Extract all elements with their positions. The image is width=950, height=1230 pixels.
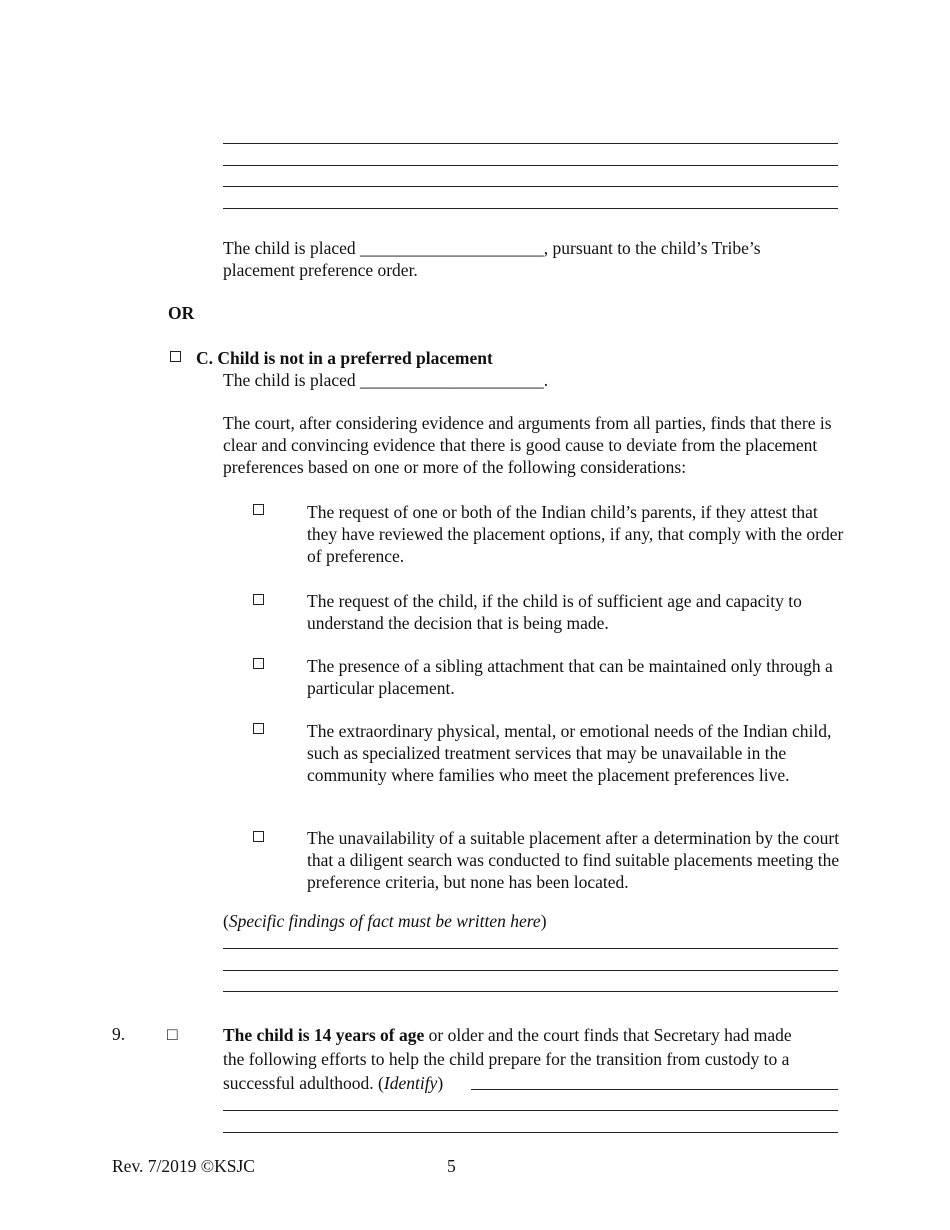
item-9-text: [223, 1023, 843, 1095]
section-c-heading: C. Child is not in a preferred placement: [196, 348, 493, 368]
blank-line-1[interactable]: [223, 143, 838, 144]
consideration-text-4: The extraordinary physical, mental, or emotional needs of the Indian child, such as specialized treatment services that may be unavailable in the community where families who meet the placement preferences live.: [307, 721, 832, 785]
blank-line-2[interactable]: [223, 165, 838, 166]
findings-open-paren: (: [223, 911, 229, 931]
c-placed-prefix: The child is placed: [223, 370, 356, 390]
section-c-checkbox[interactable]: [170, 351, 181, 362]
section-b-placement-text: [223, 237, 843, 281]
item-9-line-1-rest: or older and the court finds that Secretary had made: [424, 1025, 792, 1045]
specific-findings-note: [223, 910, 843, 932]
item-9-line-3-suffix: ): [437, 1073, 444, 1093]
item-9-line-1[interactable]: [223, 1110, 838, 1111]
section-c-placement-text: [223, 369, 843, 391]
consideration-text-3: The presence of a sibling attachment that can be maintained only through a particular placement.: [307, 656, 833, 698]
consideration-checkbox-2[interactable]: [253, 594, 264, 605]
findings-line-3[interactable]: [223, 991, 838, 992]
findings-line-1[interactable]: [223, 948, 838, 949]
consideration-checkbox-4[interactable]: [253, 723, 264, 734]
c-placed-suffix: .: [543, 370, 549, 390]
placed-suffix: , pursuant to the child’s Tribe’s: [543, 238, 761, 258]
findings-line-2[interactable]: [223, 970, 838, 971]
item-9-identify: Identify: [383, 1073, 438, 1093]
consideration-text-2: The request of the child, if the child is of sufficient age and capacity to understand the decision that is being made.: [307, 591, 802, 633]
blank-line-3[interactable]: [223, 186, 838, 187]
court-findings-text: The court, after considering evidence and arguments from all parties, finds that there is clear and convincing evidence that there is good cause to deviate from the placement preferences based on one or more of the following considerations:: [223, 413, 832, 477]
item-9-line-2: the following efforts to help the child prepare for the transition from custody to a: [223, 1049, 790, 1069]
consideration-checkbox-3[interactable]: [253, 658, 264, 669]
placed-prefix: The child is placed: [223, 238, 356, 258]
placed-blank[interactable]: _____________________: [360, 238, 544, 258]
item-9-line-3-prefix: successful adulthood. (: [223, 1073, 384, 1093]
consideration-checkbox-1[interactable]: [253, 504, 264, 515]
or-label: OR: [168, 303, 195, 323]
identify-blank-line[interactable]: [471, 1089, 838, 1090]
consideration-checkbox-5[interactable]: [253, 831, 264, 842]
findings-note-italic: Specific findings of fact must be written here: [228, 911, 541, 931]
c-placed-blank[interactable]: _____________________: [360, 370, 544, 390]
item-9-bold-lead: The child is 14 years of age: [223, 1025, 425, 1045]
item-9-number: 9.: [112, 1024, 126, 1044]
consideration-text-5: The unavailability of a suitable placement after a determination by the court that a diligent search was conducted to find suitable placements meeting the preference criteria, but none has been located.: [307, 828, 840, 892]
item-9-line-2[interactable]: [223, 1132, 838, 1133]
findings-close-paren: ): [540, 911, 547, 931]
item-9-checkbox[interactable]: □: [167, 1024, 178, 1044]
consideration-text-1: The request of one or both of the Indian child’s parents, if they attest that they have reviewed the placement options, if any, that comply with the order of preference.: [307, 502, 844, 566]
footer-page-number: 5: [447, 1156, 456, 1176]
footer-revision: Rev. 7/2019 ©KSJC: [112, 1156, 255, 1176]
blank-line-4[interactable]: [223, 208, 838, 209]
placed-line-2: placement preference order.: [223, 260, 418, 280]
